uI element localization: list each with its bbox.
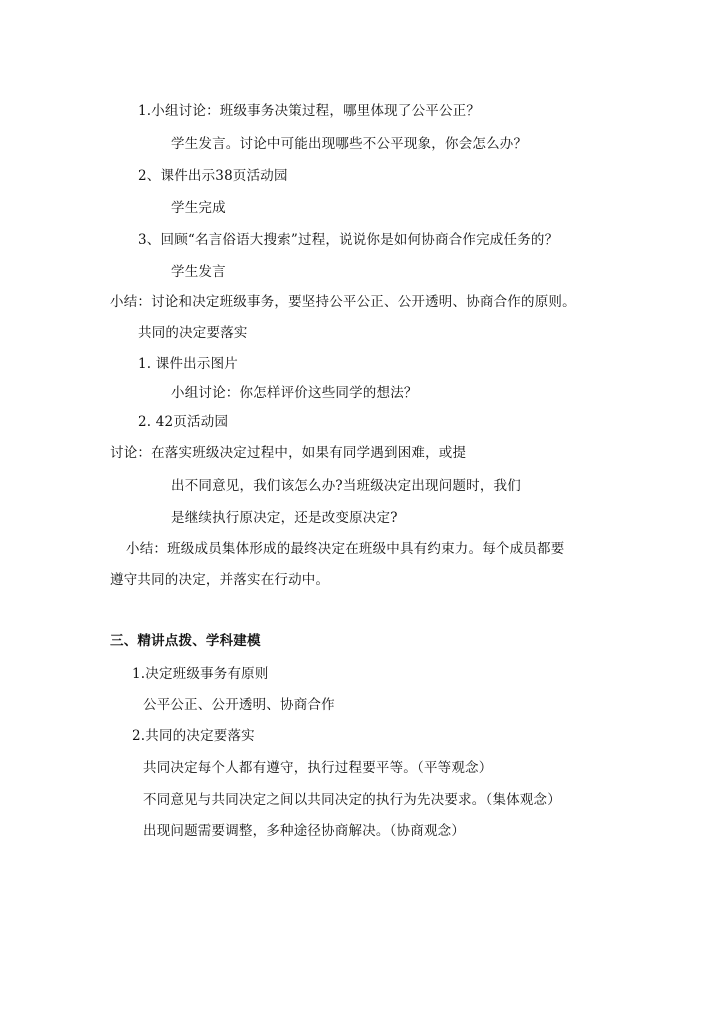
- principle-text-2: 共同决定每个人都有遵守，执行过程要平等。（平等观念）: [143, 760, 493, 776]
- principle-text-3: 不同意见与共同决定之间以共同决定的执行为先决要求。（集体观念）: [143, 792, 561, 808]
- principle-text-4: 出现问题需要调整，多种途径协商解决。（协商观念）: [143, 823, 466, 839]
- discussion-line-2: 出不同意见，我们该怎么办?当班级决定出现问题时，我们: [171, 478, 521, 494]
- summary-line-3: 遵守共同的决定，并落实在行动中。: [110, 572, 330, 588]
- text-line-3: 2、课件出示38页活动园: [138, 168, 288, 184]
- text-line-9: 1. 课件出示图片: [138, 356, 238, 372]
- text-line-11: 2. 42页活动园: [138, 414, 229, 430]
- text-line-6: 学生发言: [171, 264, 226, 280]
- text-line-1: 1.小组讨论：班级事务决策过程，哪里体现了公平公正？: [138, 103, 481, 119]
- text-line-10: 小组讨论：你怎样评价这些同学的想法？: [171, 385, 418, 401]
- summary-line-1: 小结：讨论和决定班级事务，要坚持公平公正、公开透明、协商合作的原则。: [110, 294, 576, 310]
- summary-line-2: 小结：班级成员集体形成的最终决定在班级中具有约束力。每个成员都要: [126, 541, 565, 557]
- discussion-line-3: 是继续执行原决定，还是改变原决定?: [171, 510, 398, 526]
- text-line-2: 学生发言。讨论中可能出现哪些不公平现象，你会怎么办？: [171, 136, 528, 152]
- section-subtitle: 共同的决定要落实: [138, 325, 248, 341]
- text-line-5: 3、回顾“名言俗语大搜索”过程，说说你是如何协商合作完成任务的？: [138, 232, 559, 248]
- discussion-line-1: 讨论：在落实班级决定过程中，如果有同学遇到困难，或提: [110, 445, 467, 461]
- text-line-4: 学生完成: [171, 200, 226, 216]
- principle-text-1: 公平公正、公开透明、协商合作: [143, 697, 335, 713]
- principle-title-1: 1.决定班级事务有原则: [132, 666, 269, 682]
- principle-title-2: 2.共同的决定要落实: [132, 728, 255, 744]
- section-heading: 三、精讲点拨、学科建模: [110, 633, 261, 649]
